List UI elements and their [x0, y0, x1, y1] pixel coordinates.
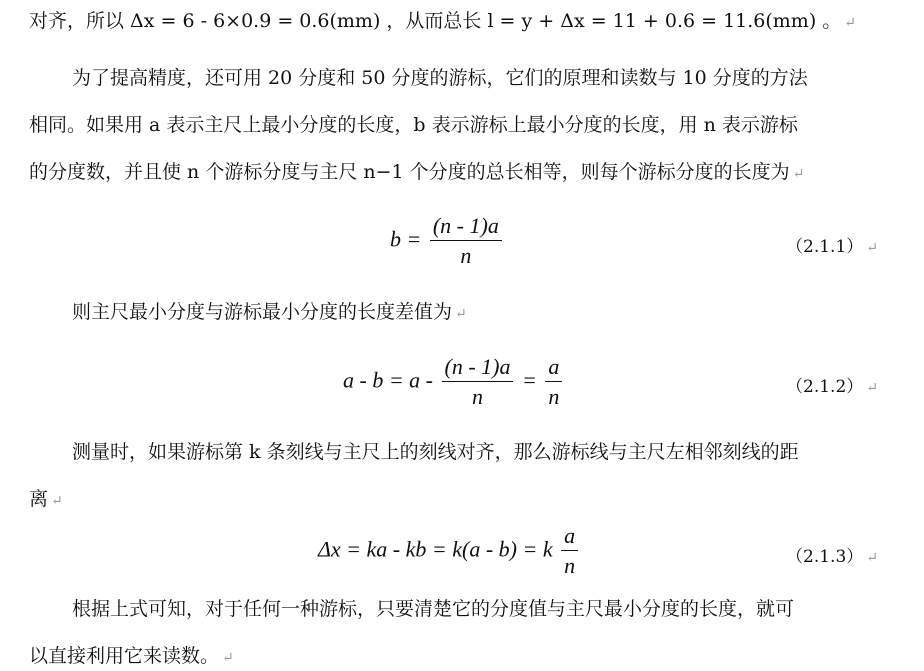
paragraph-mark: ↵	[792, 166, 805, 182]
paragraph-5-line-2	[29, 644, 234, 670]
fraction	[561, 522, 578, 581]
paragraph-5-line-1	[72, 597, 794, 621]
equation-equals: =	[521, 367, 537, 393]
paragraph-4-line-2	[29, 487, 63, 513]
paragraph-4-line-1	[72, 440, 799, 464]
equation-2-1-1	[0, 210, 924, 270]
paragraph-mark: ↵	[455, 306, 467, 322]
paragraph-4-line-1-text: 测量时，如果游标第 k 条刻线与主尺上的刻线对齐，那么游标线与主尺左相邻刻线的距	[72, 441, 799, 463]
paragraph-2-line-1	[72, 66, 808, 90]
equation-lhs: b =	[390, 226, 422, 252]
fraction-denominator: n	[460, 243, 472, 268]
line-1-text: 对齐，所以 Δx = 6 - 6×0.9 = 0.6(mm) ，从而总长 l = y + Δx = 11 + 0.6 = 11.6(mm) 。	[29, 10, 842, 32]
fraction	[442, 353, 514, 412]
equation-number: （2.1.2） ↵	[786, 377, 878, 397]
fraction-denominator: n	[471, 384, 483, 409]
text-line-1	[29, 9, 856, 35]
fraction-numerator: a	[545, 353, 562, 382]
fraction	[430, 212, 502, 271]
equation-2-1-2	[0, 350, 924, 410]
paragraph-3	[72, 300, 467, 326]
paragraph-mark: ↵	[866, 240, 878, 256]
fraction-numerator: (n - 1)a	[442, 353, 514, 382]
paragraph-mark: ↵	[866, 380, 878, 396]
equation-number: （2.1.1） ↵	[786, 237, 878, 257]
equation-lhs: a - b = a -	[343, 367, 433, 393]
equation-2-1-3	[0, 520, 924, 580]
fraction-numerator: a	[561, 522, 578, 551]
fraction-denominator: n	[548, 384, 560, 409]
paragraph-4-line-2-text: 离	[29, 488, 49, 510]
fraction-denominator: n	[564, 553, 576, 578]
paragraph-5-line-2-text: 以直接利用它来读数。	[29, 645, 220, 667]
paragraph-mark: ↵	[51, 493, 63, 509]
paragraph-2-line-1-text: 为了提高精度，还可用 20 分度和 50 分度的游标，它们的原理和读数与 10 分度的方法	[72, 67, 808, 89]
fraction-numerator: (n - 1)a	[430, 212, 502, 241]
paragraph-2-line-2-text: 相同。如果用 a 表示主尺上最小分度的长度，b 表示游标上最小分度的长度，用 n 表示游标	[29, 114, 798, 136]
paragraph-5-line-1-text: 根据上式可知，对于任何一种游标，只要清楚它的分度值与主尺最小分度的长度，就可	[72, 598, 795, 620]
fraction	[545, 353, 562, 412]
equation-lhs: Δx = ka - kb = k(a - b) = k	[318, 536, 553, 562]
equation-2-1-1-body	[390, 212, 505, 271]
equation-2-1-2-body	[343, 353, 565, 412]
paragraph-mark: ↵	[222, 650, 234, 666]
equation-number: （2.1.3） ↵	[786, 547, 878, 567]
paragraph-2-line-3	[29, 160, 804, 186]
equation-2-1-3-body	[318, 522, 581, 581]
paragraph-2-line-3-text: 的分度数，并且使 n 个游标分度与主尺 n−1 个分度的总长相等，则每个游标分度的长度为	[29, 161, 790, 183]
paragraph-mark: ↵	[844, 15, 857, 31]
paragraph-3-text: 则主尺最小分度与游标最小分度的长度差值为	[72, 301, 453, 323]
paragraph-2-line-2	[29, 113, 798, 137]
paragraph-mark: ↵	[866, 550, 878, 566]
